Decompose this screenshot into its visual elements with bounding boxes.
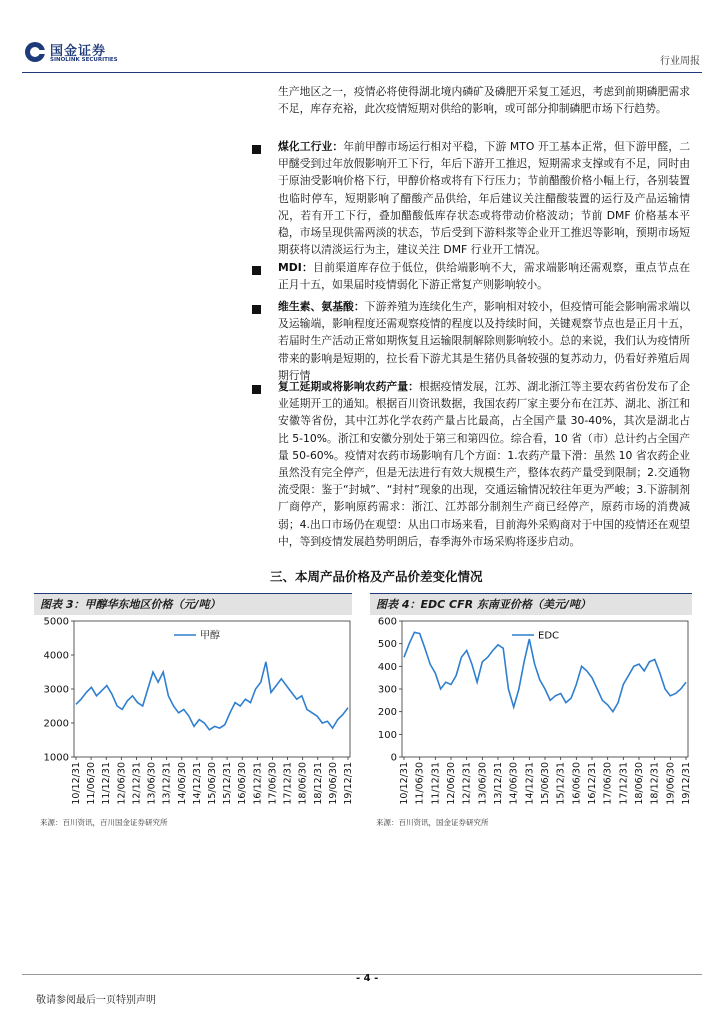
x-tick-label: 12/12/31 [461,762,473,805]
x-tick-label: 18/06/30 [297,762,309,805]
x-tick-label: 10/12/31 [399,762,410,805]
series-line [76,662,348,730]
x-tick-label: 14/12/31 [191,762,203,805]
x-tick-label: 17/12/31 [282,762,294,805]
legend-label: 甲醇 [200,630,220,642]
bullet-marker [252,145,261,154]
bullet-title: 维生素、氨基酸： [278,300,365,313]
legend-label: EDC [538,630,560,642]
report-type: 行业周报 [660,56,700,67]
x-tick-label: 14/06/30 [508,762,520,805]
edc-price-chart [370,615,692,815]
x-tick-label: 17/12/31 [618,762,630,805]
x-tick-label: 13/12/31 [161,762,173,805]
x-tick-label: 16/12/31 [587,762,598,805]
x-tick-label: 15/12/31 [555,762,567,805]
bullet-marker [252,385,261,394]
x-tick-label: 11/06/30 [86,762,98,805]
x-tick-label: 13/12/31 [493,762,504,805]
x-tick-label: 14/06/30 [176,762,188,805]
x-tick-label: 19/12/31 [343,762,354,805]
x-tick-label: 11/06/30 [414,762,426,805]
x-tick-label: 19/06/30 [665,762,677,805]
x-tick-label: 15/12/31 [222,762,234,805]
bullet-title: 煤化工行业： [278,140,344,153]
bullet-title: 复工延期或将影响农药产量： [278,380,419,393]
logo-mark-icon [24,41,46,63]
x-tick-label: 10/12/31 [71,762,82,805]
bullet-marker [252,305,261,314]
bullet-text: 年前甲醇市场运行相对平稳，下游 MTO 开工基本正常，但下游甲醛，二甲醚受到过年放假影响开工下行，年后下游开工推迟，短期需求支撑或有不足，同时由于原油受影响价格下行，甲醇价格或将有下行压力；节前醋酸价格小幅上行，各别装置也临时停车，短期影响了醋酸产品供给，年后建议关注醋酸装置的运行及产品运输情况，若有开工下行，叠加醋酸低库存状态或将带动价格波动；节前 DMF 价格基本平稳，市场呈现供需两淡的状态，节后受到下游料浆等企业开工推迟等影响，预期市场短期获将以清淡运行为主，建议关注 DMF 行业开工情况。 [278,140,691,257]
y-tick-label: 400 [377,661,397,673]
chart-source-methanol: 来源：百川资讯，百川国金证券研究所 [40,818,168,827]
x-tick-label: 14/12/31 [524,762,536,805]
x-tick-label: 18/06/30 [634,762,645,805]
bullet-paragraph-vitamin [278,298,690,384]
y-tick-label: 1000 [43,752,69,764]
x-tick-label: 17/06/30 [267,762,279,805]
bullet-text: 下游养殖为连续化生产，影响相对较小，但疫情可能会影响需求端以及运输端，影响程度还需观察疫情的程度以及持续时间，关键观察节点也是正月十五，若届时生产活动正常如期恢复且运输限制解除则影响较小。总的来说，我们认为疫情所带来的影响是短期的，拉长看下游尤其是生猪仍具备较强的复苏动力，仍看好养殖后周期行情 [278,300,691,382]
y-tick-label: 100 [377,729,397,741]
y-tick-label: 300 [377,684,397,696]
disclaimer-text: 敬请参阅最后一页特别声明 [36,995,156,1006]
x-tick-label: 12/06/30 [446,762,457,805]
y-tick-label: 3000 [43,684,69,696]
x-tick-label: 15/06/30 [540,762,551,805]
methanol-price-chart [34,615,354,815]
bullet-paragraph-coal [278,138,690,258]
x-tick-label: 13/06/30 [477,762,489,805]
x-tick-label: 16/12/31 [252,762,264,805]
x-tick-label: 18/12/31 [649,762,661,805]
y-tick-label: 500 [377,639,397,651]
section-title: 三、本周产品价格及产品价差变化情况 [270,569,483,584]
y-tick-label: 0 [390,752,397,764]
x-tick-label: 16/06/30 [571,762,583,805]
series-line [404,632,686,711]
logo-en-text: SINOLINK SECURITIES [50,57,118,63]
header-divider [22,72,702,73]
x-tick-label: 13/06/30 [146,762,158,805]
x-tick-label: 11/12/31 [430,762,442,805]
y-tick-label: 200 [377,707,397,719]
intro-paragraph: 生产地区之一，疫情必将使得湖北境内磷矿及磷肥开采复工延迟，考虑到前期磷肥需求不足，库存充裕，此次疫情短期对供给的影响，或可部分抑制磷肥市场下行趋势。 [278,85,690,116]
page-number: - 4 - [356,973,379,984]
x-tick-label: 12/12/31 [131,762,143,805]
x-tick-label: 12/06/30 [116,762,128,805]
x-tick-label: 18/12/31 [312,762,324,805]
x-tick-label: 19/06/30 [327,762,339,805]
x-tick-label: 11/12/31 [101,762,113,805]
x-tick-label: 19/12/31 [681,762,692,805]
x-tick-label: 16/06/30 [237,762,249,805]
chart-title-edc: 图表 4：EDC CFR 东南亚价格（美元/吨） [370,593,692,615]
chart-title-methanol: 图表 3：甲醇华东地区价格（元/吨） [34,593,352,615]
y-tick-label: 600 [377,616,397,628]
y-tick-label: 2000 [43,718,69,730]
x-tick-label: 15/06/30 [207,762,218,805]
y-tick-label: 5000 [43,616,69,628]
bullet-paragraph-mdi [278,259,690,293]
bullet-title: MDI： [278,261,314,274]
x-tick-label: 17/06/30 [602,762,614,805]
logo-cn-text: 国金证券 [50,44,107,59]
bullet-marker [252,266,261,275]
bullet-paragraph-pesticide [278,378,690,550]
chart-source-edc: 来源：百川资讯，国金证券研究所 [376,818,489,827]
y-tick-label: 4000 [43,650,69,662]
bullet-text: 根据疫情发展，江苏、湖北浙江等主要农药省份发布了企业延期开工的通知。根据百川资讯数据，我国农药厂家主要分布在江苏、湖北、浙江和安徽等省份，其中江苏化学农药产量占比最高，占全国产量 30-40%，其次是湖北占比 5-10%。浙江和安徽分别处于第三和第四位。综合看，10 省（市）总计约占全国产量 50-60%。疫情对农药市场影响有几个方面：1.农药产量下滑：虽然 10 省农药企业虽然没有完全停产，但是无法进行有效大规模生产，整体农药产量受到限制；2.交通物流受限：鉴于“封城”、“封村”现象的出现，交通运输情况较往年更为严峻；3.下游制剂厂商停产，影响原药需求：浙江、江苏部分制剂生产商已经停产，原药市场的消费减弱；4.出口市场仍在观望：从出口市场来看，目前海外采购商对于中国的疫情还在观望中，等到疫情发展趋势明朗后，春季海外市场采购将逐步启动。 [278,380,691,548]
company-logo [24,40,134,68]
bullet-text: 目前渠道库存位于低位，供给端影响不大，需求端影响还需观察，重点节点在正月十五，如果届时疫情弱化下游正常复产则影响较小。 [278,261,690,292]
